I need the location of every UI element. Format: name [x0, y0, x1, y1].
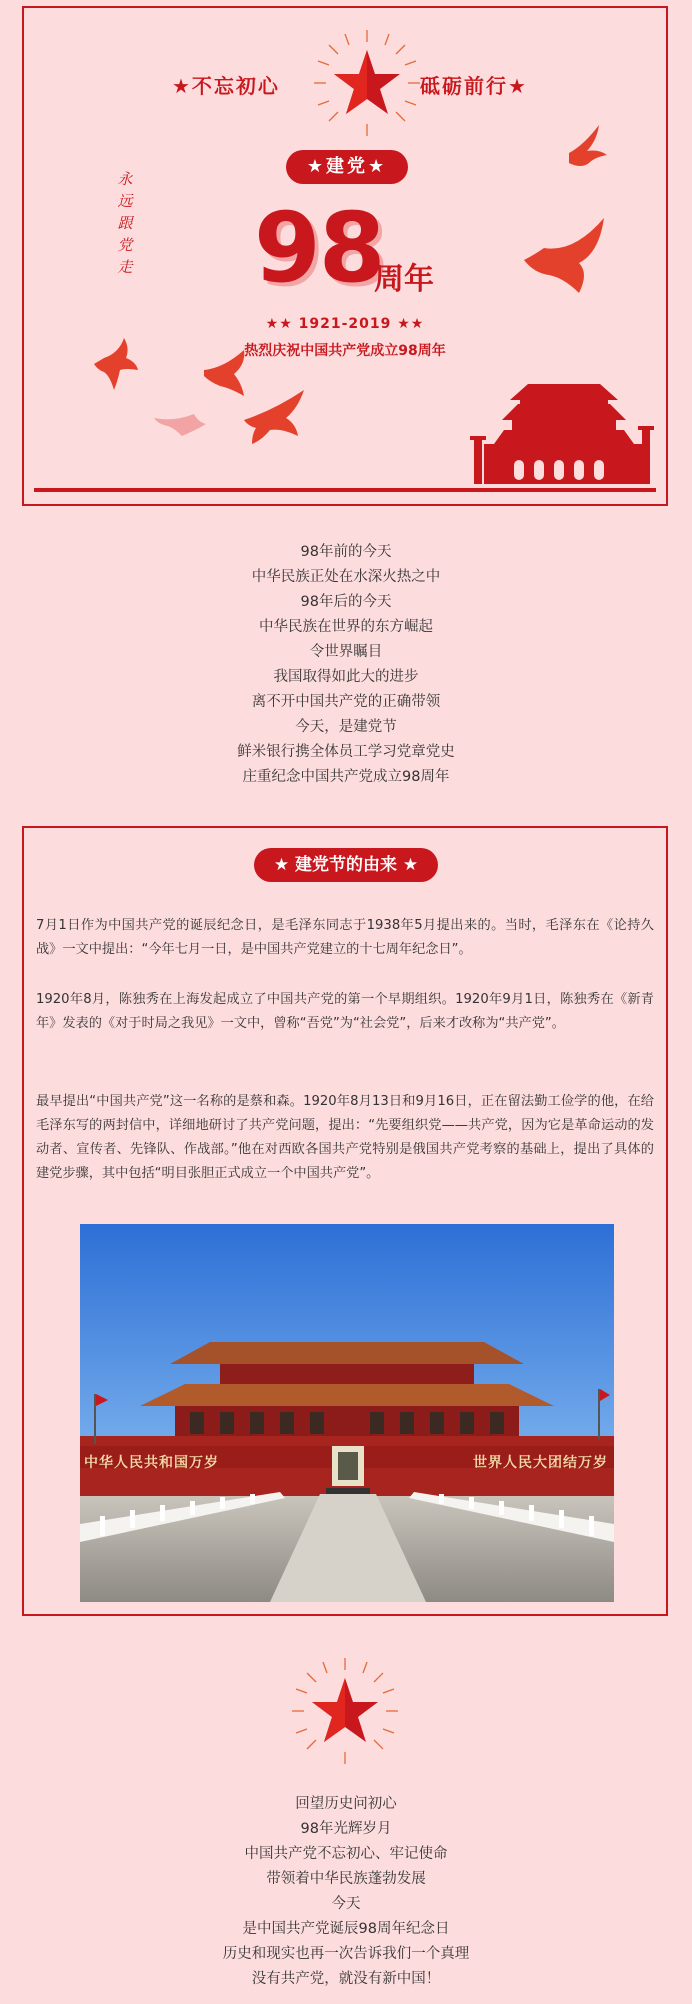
poem-line: 是中国共产党诞辰98周年纪念日	[242, 1921, 450, 1937]
origin-paragraph-3: 最早提出“中国共产党”这一名称的是蔡和森。1920年8月13日和9月16日，正在留法勤工俭学的他，在给毛泽东写的两封信中，详细地研讨了共产党问题，提出：“先要组织党——共产党，因为它是革命运动的发动者、宣传者、先锋队、作战部。”他在对西欧各国共产党特别是俄国共产党考察的基础上，提出了具体的建党步骤，其中包括“明目张胆正式成立一个中国共产党”。	[36, 1094, 654, 1181]
poem-line: 我国取得如此大的进步	[273, 669, 419, 685]
origin-badge: ★ 建党节的由来 ★	[254, 848, 438, 882]
poem-line: 带领着中华民族蓬勃发展	[266, 1871, 426, 1887]
hero-divider	[34, 488, 656, 492]
dove-icon	[154, 414, 206, 436]
poem-line: 今天，是建党节	[295, 719, 397, 735]
photo-banner-left: 中华人民共和国万岁	[84, 1455, 219, 1471]
intro-poem	[0, 540, 692, 790]
vertical-slogan	[114, 168, 136, 278]
vertical-char: 走	[117, 258, 133, 276]
star-icon	[290, 1656, 400, 1766]
vertical-char: 远	[117, 192, 133, 210]
poem-line: 98年后的今天	[300, 594, 392, 610]
closing-poem	[0, 1792, 692, 1992]
poem-line: 令世界瞩目	[309, 644, 383, 660]
vertical-char: 跟	[117, 214, 133, 232]
poem-line: 庄重纪念中国共产党成立98周年	[242, 769, 450, 785]
poem-line: 中国共产党不忘初心、牢记使命	[244, 1846, 448, 1862]
poem-line: 98年前的今天	[300, 544, 392, 560]
origin-paragraph-2: 1920年8月，陈独秀在上海发起成立了中国共产党的第一个早期组织。1920年9月1日，陈独秀在《新青年》发表的《对于时局之我见》一文中，曾称“吾党”为“社会党”，后来才改称为“共产党”。	[36, 992, 654, 1031]
poem-line: 中华民族在世界的东方崛起	[259, 619, 433, 635]
origin-section	[22, 826, 668, 1616]
slogan-left: ★不忘初心	[172, 74, 280, 98]
star-icon	[312, 28, 422, 138]
poem-line: 回望历史问初心	[295, 1796, 397, 1812]
slogan-right: 砥砺前行★	[420, 74, 528, 98]
hero-banner	[22, 6, 668, 506]
tiananmen-photo	[80, 1224, 614, 1602]
vertical-char: 永	[117, 170, 133, 188]
poem-line: 历史和现实也再一次告诉我们一个真理	[222, 1946, 470, 1962]
poem-line: 离不开中国共产党的正确带领	[251, 694, 441, 710]
years-range: ★★ 1921-2019 ★★	[265, 316, 425, 332]
party-badge: ★建党★	[286, 150, 408, 184]
anniversary-suffix: 周年	[374, 262, 434, 297]
photo-banner-right: 世界人民大团结万岁	[473, 1455, 608, 1471]
anniversary-number: 98	[254, 192, 384, 304]
poem-line: 98年光辉岁月	[300, 1821, 392, 1837]
poem-line: 中华民族正处在水深火热之中	[251, 569, 441, 585]
poem-line: 今天	[331, 1896, 361, 1912]
hero-subtitle: 热烈庆祝中国共产党成立98周年	[244, 343, 446, 359]
vertical-char: 党	[117, 236, 133, 254]
origin-paragraph-1: 7月1日作为中国共产党的诞辰纪念日，是毛泽东同志于1938年5月提出来的。当时，毛泽东在《论持久战》一文中提出：“今年七月一日，是中国共产党建立的十七周年纪念日”。	[36, 918, 654, 957]
poem-line: 鲜米银行携全体员工学习党章党史	[237, 744, 455, 760]
tiananmen-photo-art	[80, 1224, 614, 1602]
poem-line: 没有共产党，就没有新中国！	[251, 1971, 441, 1987]
